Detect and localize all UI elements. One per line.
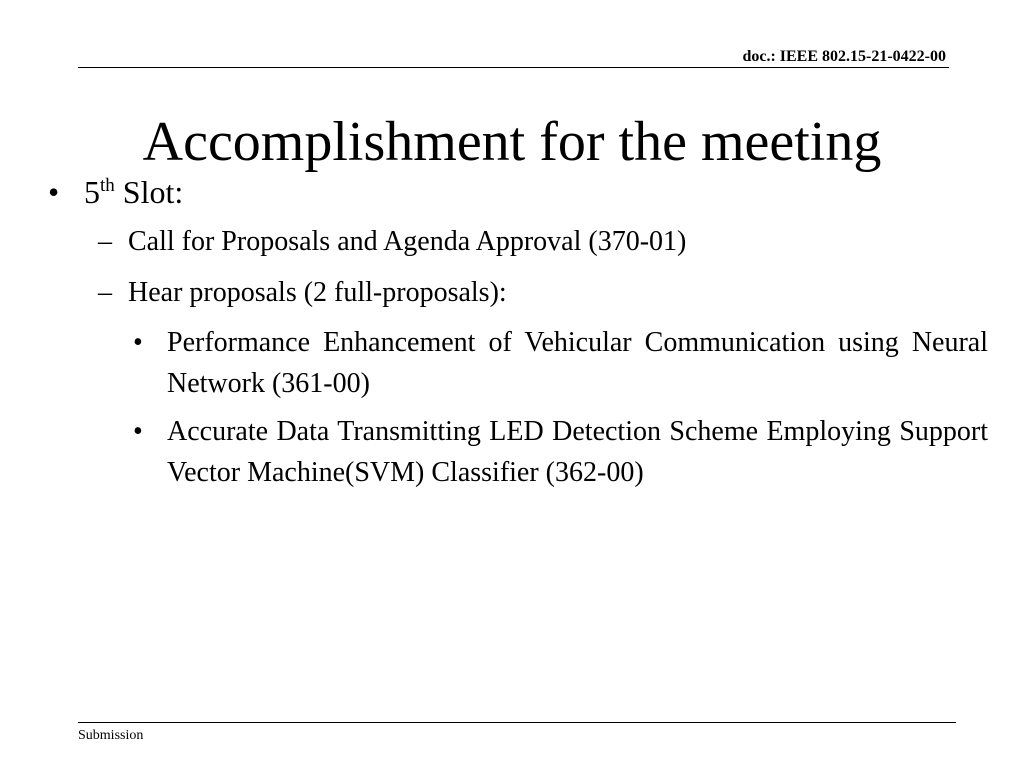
dash-icon: – — [98, 277, 112, 308]
sub-list-item-text: Accurate Data Transmitting LED Detection Scheme Employing Support Vector Machine(SVM) Classifier (362-00) — [167, 416, 988, 488]
sub-list-item-text: Performance Enhancement of Vehicular Communication using Neural Network (361-00) — [167, 327, 988, 399]
list-item-text: Hear proposals (2 full-proposals): — [128, 277, 507, 308]
footer-divider — [78, 722, 956, 723]
footer-label: Submission — [78, 728, 144, 743]
bullet-slot — [48, 172, 183, 212]
list-item — [98, 275, 507, 311]
header-divider — [78, 67, 949, 68]
sub-list-item — [133, 322, 988, 404]
document-id: doc.: IEEE 802.15-21-0422-00 — [742, 48, 946, 65]
bullet-icon: • — [133, 327, 143, 358]
list-item-text: Call for Proposals and Agenda Approval (370-01) — [128, 226, 687, 257]
list-item — [98, 224, 686, 260]
bullet-icon: • — [133, 416, 143, 447]
slot-number: 5 — [84, 174, 100, 210]
sub-list-item — [133, 411, 988, 493]
bullet-icon: • — [48, 174, 60, 210]
slide-title: Accomplishment for the meeting — [142, 111, 882, 173]
dash-icon: – — [98, 226, 112, 257]
slot-label: Slot: — [122, 174, 184, 210]
slot-ordinal: th — [100, 175, 115, 196]
